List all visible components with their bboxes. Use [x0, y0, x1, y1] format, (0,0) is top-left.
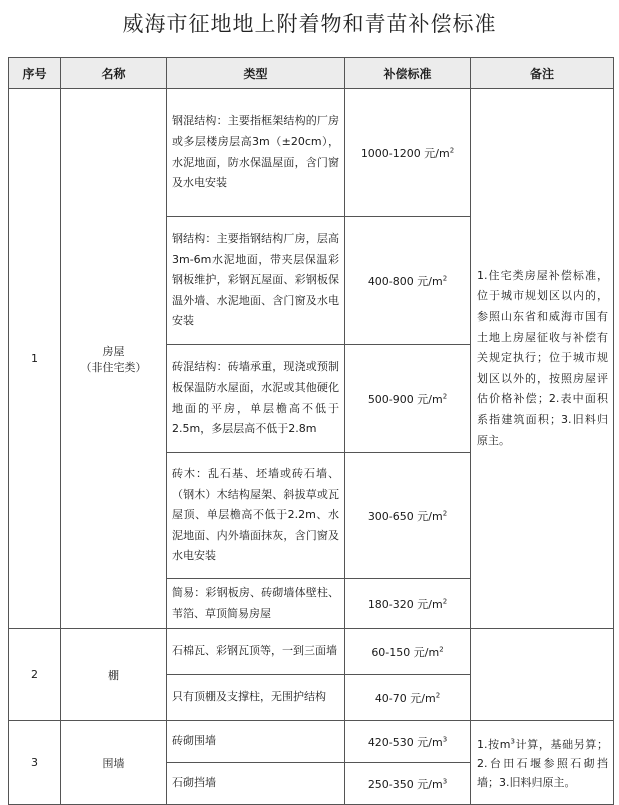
row-name: 围墙	[61, 721, 167, 805]
row-standard: 500-900 元$/m^2$	[345, 345, 471, 453]
row-standard: 60-150 元$/m^2$	[345, 629, 471, 675]
row-note: 1.住宅类房屋补偿标准，位于城市规划区以内的，参照山东省和威海市国有土地上房屋征收与补偿有关规定执行；位于城市规划区以外的，按照房屋评估价格补偿；2.表中面积系指建筑面积；3.旧料归原主。	[471, 89, 614, 629]
header-type: 类型	[167, 58, 345, 89]
table-row	[9, 721, 614, 763]
row-standard: 400-800 元$/m^2$	[345, 217, 471, 345]
row-type: 石砌挡墙	[167, 763, 345, 805]
header-no: 序号	[9, 58, 61, 89]
row-note-empty	[471, 629, 614, 721]
row-type: 砖木：乱石基、坯墙或砖石墙、（钢木）木结构屋架、斜拔草或瓦屋顶、单层檐高不低于2.2m、水泥地面、内外墙面抹灰，含门窗及水电安装	[167, 453, 345, 579]
row-standard: 1000-1200 元$/m^2$	[345, 89, 471, 217]
row-type: 石棉瓦、彩钢瓦顶等，一到三面墙	[167, 629, 345, 675]
row-type: 钢混结构：主要指框架结构的厂房或多层楼房层高3m（±20cm），水泥地面，防水保温屋面，含门窗及水电安装	[167, 89, 345, 217]
row-number: 3	[9, 721, 61, 805]
row-note: 1.按$m^3$计算，基础另算；2.台田石堰参照石砌挡墙；3.旧料归原主。	[471, 721, 614, 805]
row-standard: 300-650 元$/m^2$	[345, 453, 471, 579]
row-type: 只有顶棚及支撑柱，无围护结构	[167, 675, 345, 721]
row-number: 2	[9, 629, 61, 721]
row-type: 砖砌围墙	[167, 721, 345, 763]
row-name-main: 房屋	[102, 344, 125, 358]
row-standard: 420-530 元$/m^3$	[345, 721, 471, 763]
row-standard: 40-70 元$/m^2$	[345, 675, 471, 721]
compensation-table	[8, 57, 614, 805]
row-name: 棚	[61, 629, 167, 721]
row-name-sub: （非住宅类）	[80, 360, 147, 374]
header-standard: 补偿标准	[345, 58, 471, 89]
header-row	[9, 58, 614, 89]
header-note: 备注	[471, 58, 614, 89]
row-standard: 180-320 元$/m^2$	[345, 579, 471, 629]
header-name: 名称	[61, 58, 167, 89]
row-name	[61, 89, 167, 629]
table-row	[9, 89, 614, 217]
row-type: 砖混结构：砖墙承重，现浇或预制板保温防水屋面，水泥或其他硬化地面的平房，单层檐高不低于2.5m，多层层高不低于2.8m	[167, 345, 345, 453]
row-type: 钢结构：主要指钢结构厂房，层高3m-6m水泥地面，带夹层保温彩钢板维护，彩钢瓦屋面、彩钢板保温外墙、水泥地面、含门窗及水电安装	[167, 217, 345, 345]
row-number: 1	[9, 89, 61, 629]
row-standard: 250-350 元$/m^3$	[345, 763, 471, 805]
table-row	[9, 629, 614, 675]
row-type: 简易：彩钢板房、砖砌墙体壁柱、苇箔、草顶简易房屋	[167, 579, 345, 629]
page-title: 威海市征地地上附着物和青苗补偿标准	[122, 12, 497, 36]
